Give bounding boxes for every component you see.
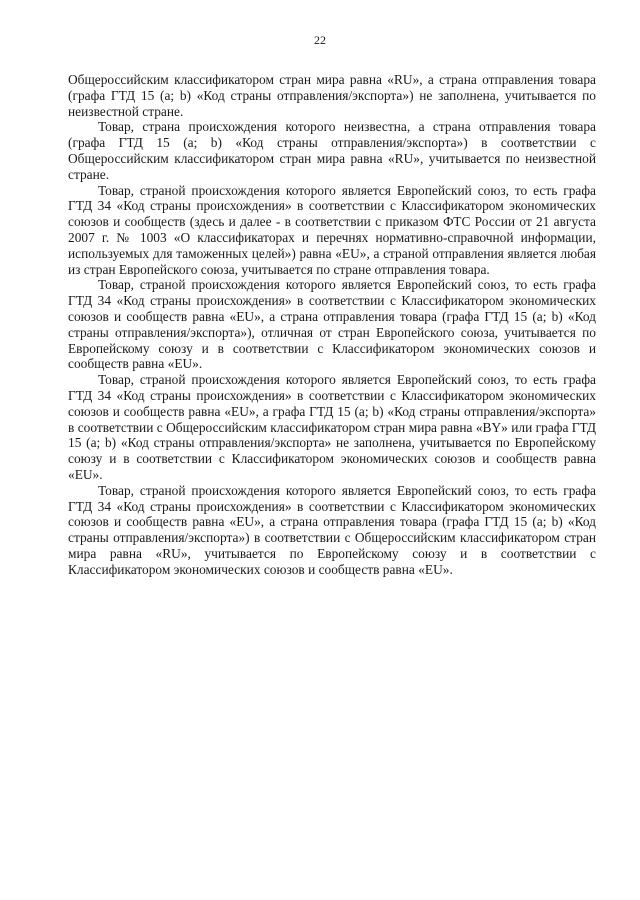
paragraph-continuation: Общероссийским классификатором стран мира равна «RU», а страна отправления товара (графа ГТД 15 (a; b) «Код страны отправления/экспорта») не заполнена, учитывается по неизвестной стране. (68, 72, 596, 119)
document-body (68, 72, 596, 578)
paragraph-eu-origin-by-dispatch: Товар, страной происхождения которого является Европейский союз, то есть графа ГТД 34 «Код страны происхождения» в соответствии с Классификатором экономических союзов и сообществ равна «EU», а графа ГТД 15 (a; b) «Код страны отправления/экспорта» в соответствии с Общероссийским классификатором стран мира равна «BY» или графа ГТД 15 (a; b) «Код страны отправления/экспорта» не заполнена, учитывается по Европейскому союзу и в соответствии с Классификатором экономических союзов и сообществ равна «EU». (68, 372, 596, 482)
paragraph-eu-origin-non-eu-dispatch: Товар, страной происхождения которого является Европейский союз, то есть графа ГТД 34 «Код страны происхождения» в соответствии с Классификатором экономических союзов и сообществ равна «EU», а страна отправления товара (графа ГТД 15 (a; b) «Код страны отправления/экспорта»), отличная от стран Европейского союза, учитывается по Европейскому союзу и в соответствии с Классификатором экономических союзов и сообществ равна «EU». (68, 277, 596, 372)
paragraph-unknown-origin: Товар, страна происхождения которого неизвестна, а страна отправления товара (графа ГТД 15 (a; b) «Код страны отправления/экспорта») в соответствии с Общероссийским классификатором стран мира равна «RU», учитывается по неизвестной стране. (68, 119, 596, 182)
paragraph-eu-origin-ru-dispatch: Товар, страной происхождения которого является Европейский союз, то есть графа ГТД 34 «Код страны происхождения» в соответствии с Классификатором экономических союзов и сообществ равна «EU», а страна отправления товара (графа ГТД 15 (a; b) «Код страны отправления/экспорта») в соответствии с Общероссийским классификатором стран мира равна «RU», учитывается по Европейскому союзу и в соответствии с Классификатором экономических союзов и сообществ равна «EU». (68, 482, 596, 577)
paragraph-eu-origin-eu-dispatch: Товар, страной происхождения которого является Европейский союз, то есть графа ГТД 34 «Код страны происхождения» в соответствии с Классификатором экономических союзов и сообществ (здесь и далее - в соответствии с приказом ФТС России от 21 августа 2007 г. № 1003 «О классификаторах и перечнях нормативно-справочной информации, используемых для таможенных целей») равна «EU», а страной отправления является любая из стран Европейского союза, учитывается по стране отправления товара. (68, 182, 596, 277)
page-number: 22 (314, 33, 326, 47)
